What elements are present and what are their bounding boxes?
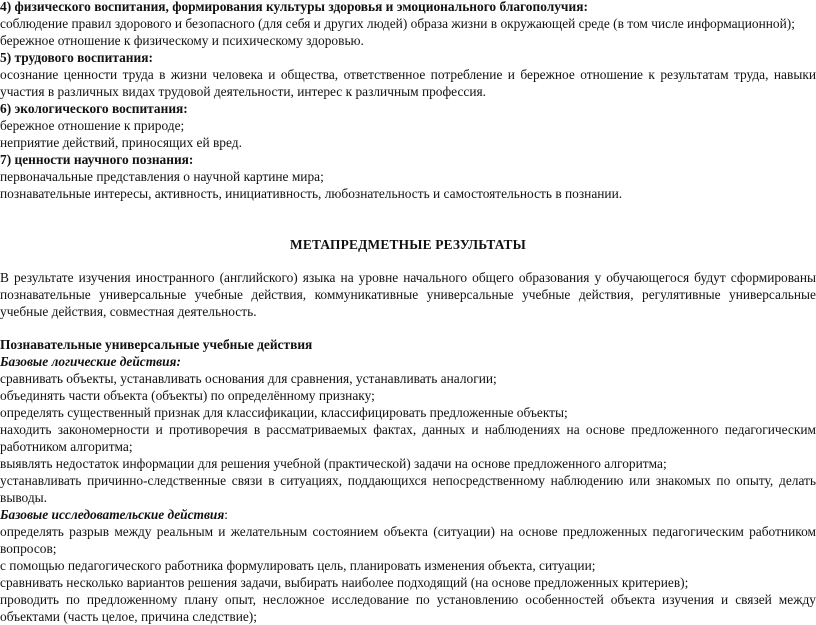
intro-paragraph: В результате изучения иностранного (английского) языка на уровне начального общего образования у обучающегося будут сформированы познавательные универсальные учебные действия, коммуникативные универсальные учебные действия, регулятивные универсальные учебные действия, совместная деятельность. [0, 270, 816, 319]
list-item: сравнивать несколько вариантов решения задачи, выбирать наиболее подходящий (на основе предложенных критериев); [0, 575, 689, 590]
list-item: определять разрыв между реальным и желательным состоянием объекта (ситуации) на основе предложенных педагогическим работником вопросов; [0, 524, 816, 556]
section-heading-ecology: 6) экологического воспитания: [0, 101, 188, 116]
list-item: выявлять недостаток информации для решения учебной (практической) задачи на основе предложенного алгоритма; [0, 456, 667, 471]
heading-colon: : [224, 507, 229, 522]
list-item: осознание ценности труда в жизни человека и общества, ответственное потребление и бережное отношение к результатам труда, навыки участия в различных видах трудовой деятельности, интерес к различным профессия. [0, 67, 816, 99]
spacer [0, 320, 816, 336]
metasubject-results-title: МЕТАПРЕДМЕТНЫЕ РЕЗУЛЬТАТЫ [290, 237, 526, 252]
list-item: неприятие действий, приносящих ей вред. [0, 135, 242, 150]
list-item: с помощью педагогического работника формулировать цель, планировать изменения объекта, ситуации; [0, 558, 596, 573]
list-item: проводить по предложенному плану опыт, несложное исследование по установлению особенностей объекта изучения и связей между объектами (часть целое, причина следствие); [0, 592, 816, 624]
list-item: сравнивать объекты, устанавливать основания для сравнения, устанавливать аналогии; [0, 371, 497, 386]
list-item: бережное отношение к природе; [0, 118, 185, 133]
basic-research-actions-line [0, 506, 816, 523]
basic-logical-actions-heading: Базовые логические действия: [0, 354, 181, 369]
list-item: первоначальные представления о научной картине мира; [0, 169, 324, 184]
list-item: находить закономерности и противоречия в рассматриваемых фактах, данных и наблюдениях на основе предложенного педагогическим работником алгоритма; [0, 422, 816, 454]
list-item: устанавливать причинно-следственные связи в ситуациях, поддающихся непосредственному наблюдению или знакомых по опыту, делать выводы. [0, 473, 816, 505]
list-item: соблюдение правил здорового и безопасного (для себя и других людей) образа жизни в окружающей среде (в том числе информационной); [0, 16, 795, 31]
section-heading-science: 7) ценности научного познания: [0, 152, 194, 167]
cognitive-actions-heading: Познавательные универсальные учебные действия [0, 337, 313, 352]
list-item: бережное отношение к физическому и психическому здоровью. [0, 33, 364, 48]
list-item: объединять части объекта (объекты) по определённому признаку; [0, 388, 375, 403]
section-heading-physical: 4) физического воспитания, формирования культуры здоровья и эмоционального благополучия: [0, 0, 588, 14]
list-item: познавательные интересы, активность, инициативность, любознательность и самостоятельность в познании. [0, 186, 623, 201]
basic-research-actions-heading: Базовые исследовательские действия [0, 507, 225, 522]
section-heading-labor: 5) трудового воспитания: [0, 50, 153, 65]
list-item: определять существенный признак для классификации, классифицировать предложенные объекты; [0, 405, 568, 420]
